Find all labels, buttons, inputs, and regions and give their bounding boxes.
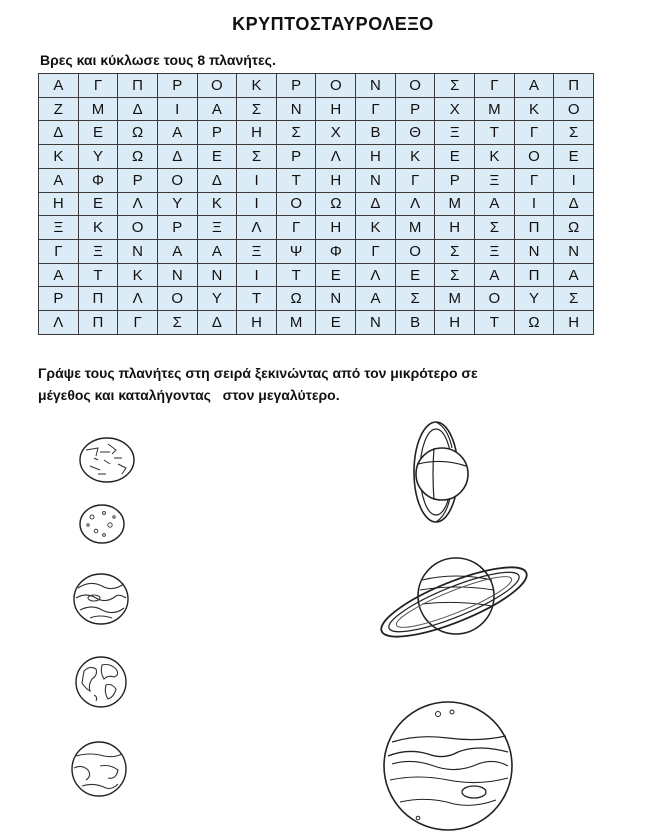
grid-row (39, 263, 594, 287)
grid-cell[interactable]: Ρ (157, 216, 197, 240)
grid-cell[interactable]: Α (475, 263, 515, 287)
grid-cell[interactable]: Β (395, 311, 435, 335)
grid-row (39, 192, 594, 216)
grid-cell[interactable]: Θ (395, 121, 435, 145)
grid-cell[interactable]: Η (316, 168, 356, 192)
grid-cell[interactable]: Π (514, 216, 554, 240)
grid-cell[interactable]: Δ (39, 121, 79, 145)
grid-cell[interactable]: Ε (554, 145, 594, 169)
grid-cell[interactable]: Γ (118, 311, 158, 335)
grid-cell[interactable]: Η (554, 311, 594, 335)
grid-cell[interactable]: Ο (157, 168, 197, 192)
mercury-icon (78, 436, 136, 484)
grid-cell[interactable]: Μ (395, 216, 435, 240)
grid-cell[interactable]: Μ (276, 311, 316, 335)
grid-cell[interactable]: Α (157, 240, 197, 264)
grid-cell[interactable]: Γ (39, 240, 79, 264)
grid-cell[interactable]: Ρ (276, 74, 316, 98)
grid-cell[interactable]: Τ (78, 263, 118, 287)
uranus-icon (396, 418, 478, 526)
grid-cell[interactable]: Ο (316, 74, 356, 98)
grid-cell[interactable]: Ι (237, 192, 277, 216)
grid-cell[interactable]: Ρ (197, 121, 237, 145)
grid-cell[interactable]: Ψ (276, 240, 316, 264)
grid-cell[interactable]: Μ (78, 97, 118, 121)
grid-cell[interactable]: Ε (316, 311, 356, 335)
grid-cell[interactable]: Ε (78, 121, 118, 145)
grid-cell[interactable]: Δ (554, 192, 594, 216)
grid-cell[interactable]: Μ (435, 287, 475, 311)
grid-cell[interactable]: Κ (78, 216, 118, 240)
grid-row (39, 168, 594, 192)
grid-cell[interactable]: Κ (356, 216, 396, 240)
grid-cell[interactable]: Σ (435, 74, 475, 98)
grid-cell[interactable]: Ι (554, 168, 594, 192)
grid-cell[interactable]: Ο (118, 216, 158, 240)
grid-cell[interactable]: Σ (237, 97, 277, 121)
grid-cell[interactable]: Δ (157, 145, 197, 169)
grid-cell[interactable]: Η (237, 121, 277, 145)
grid-cell[interactable]: Ν (356, 168, 396, 192)
grid-cell[interactable]: Χ (316, 121, 356, 145)
grid-cell[interactable]: Σ (554, 287, 594, 311)
grid-cell[interactable]: Ο (157, 287, 197, 311)
grid-cell[interactable]: Ε (78, 192, 118, 216)
grid-cell[interactable]: Ρ (39, 287, 79, 311)
grid-cell[interactable]: Κ (39, 145, 79, 169)
grid-cell[interactable]: Υ (197, 287, 237, 311)
grid-cell[interactable]: Κ (197, 192, 237, 216)
grid-cell[interactable]: Α (514, 74, 554, 98)
grid-cell[interactable]: Ε (316, 263, 356, 287)
instruction-order-line-2: μέγεθος και καταλήγοντας στον μεγαλύτερο. (38, 387, 340, 403)
grid-cell[interactable]: Α (356, 287, 396, 311)
grid-cell[interactable]: Ε (197, 145, 237, 169)
grid-cell[interactable]: Ι (157, 97, 197, 121)
neptune-icon (72, 572, 130, 626)
grid-cell[interactable]: Λ (395, 192, 435, 216)
grid-cell[interactable]: Ν (118, 240, 158, 264)
saturn-icon (372, 544, 532, 652)
grid-row (39, 287, 594, 311)
word-search-grid (38, 73, 594, 335)
grid-cell[interactable]: Λ (118, 287, 158, 311)
grid-cell[interactable]: Λ (118, 192, 158, 216)
grid-row (39, 145, 594, 169)
mars-icon (70, 740, 128, 798)
grid-cell[interactable]: Σ (395, 287, 435, 311)
instruction-order-line-1: Γράψε τους πλανήτες στη σειρά ξεκινώντας από τον μικρότερο σε (38, 365, 478, 381)
grid-cell[interactable]: Η (39, 192, 79, 216)
grid-cell[interactable]: Σ (435, 263, 475, 287)
grid-cell[interactable]: Κ (514, 97, 554, 121)
grid-cell[interactable]: Α (39, 74, 79, 98)
grid-cell[interactable]: Χ (435, 97, 475, 121)
jupiter-icon (378, 694, 518, 834)
grid-cell[interactable]: Π (78, 287, 118, 311)
grid-cell[interactable]: Δ (197, 168, 237, 192)
grid-cell[interactable]: Ρ (395, 97, 435, 121)
grid-cell[interactable]: Τ (276, 168, 316, 192)
grid-cell[interactable]: Φ (316, 240, 356, 264)
grid-cell[interactable]: Γ (475, 74, 515, 98)
grid-cell[interactable]: Σ (276, 121, 316, 145)
grid-cell[interactable]: Η (435, 216, 475, 240)
grid-cell[interactable]: Η (316, 97, 356, 121)
grid-cell[interactable]: Σ (157, 311, 197, 335)
grid-cell[interactable]: Β (356, 121, 396, 145)
grid-cell[interactable]: Α (197, 240, 237, 264)
grid-cell[interactable]: Ν (157, 263, 197, 287)
grid-cell[interactable]: Σ (237, 145, 277, 169)
grid-cell[interactable]: Γ (276, 216, 316, 240)
grid-cell[interactable]: Σ (435, 240, 475, 264)
grid-cell[interactable]: Γ (356, 240, 396, 264)
grid-cell[interactable]: Λ (39, 311, 79, 335)
page-title: ΚΡΥΠΤΟΣΤΑΥΡΟΛΕΞΟ (232, 14, 434, 34)
instruction-find: Βρες και κύκλωσε τους 8 πλανήτες. (40, 52, 276, 68)
grid-cell[interactable]: Π (554, 74, 594, 98)
grid-cell[interactable]: Κ (237, 74, 277, 98)
grid-cell[interactable]: Δ (197, 311, 237, 335)
grid-cell[interactable]: Ρ (276, 145, 316, 169)
grid-cell[interactable]: Α (39, 263, 79, 287)
grid-row (39, 240, 594, 264)
grid-cell[interactable]: Φ (78, 168, 118, 192)
grid-cell[interactable]: Ω (316, 192, 356, 216)
grid-cell[interactable]: Ο (395, 74, 435, 98)
grid-cell[interactable]: Λ (356, 263, 396, 287)
grid-cell[interactable]: Γ (514, 121, 554, 145)
grid-row (39, 97, 594, 121)
grid-cell[interactable]: Ξ (475, 168, 515, 192)
grid-cell[interactable]: Ο (395, 240, 435, 264)
grid-cell[interactable]: Α (39, 168, 79, 192)
grid-cell[interactable]: Ω (554, 216, 594, 240)
grid-row (39, 121, 594, 145)
grid-cell[interactable]: Υ (157, 192, 197, 216)
grid-cell[interactable]: Η (435, 311, 475, 335)
grid-cell[interactable]: Ν (276, 97, 316, 121)
grid-cell[interactable]: Γ (78, 74, 118, 98)
grid-cell[interactable]: Τ (276, 263, 316, 287)
venus-icon (78, 503, 126, 545)
grid-cell[interactable]: Τ (475, 311, 515, 335)
grid-cell[interactable]: Ξ (197, 216, 237, 240)
grid-cell[interactable]: Ν (356, 311, 396, 335)
grid-cell[interactable]: Ω (276, 287, 316, 311)
grid-cell[interactable]: Γ (356, 97, 396, 121)
grid-cell[interactable]: Κ (118, 263, 158, 287)
grid-cell[interactable]: Λ (237, 216, 277, 240)
grid-cell[interactable]: Ν (356, 74, 396, 98)
grid-cell[interactable]: Ν (514, 240, 554, 264)
grid-cell[interactable]: Σ (475, 216, 515, 240)
grid-cell[interactable]: Ξ (39, 216, 79, 240)
grid-cell[interactable]: Γ (514, 168, 554, 192)
grid-cell[interactable]: Μ (475, 97, 515, 121)
grid-cell[interactable]: Ω (118, 121, 158, 145)
grid-cell[interactable]: Ξ (237, 240, 277, 264)
grid-cell[interactable]: Δ (118, 97, 158, 121)
grid-cell[interactable]: Ζ (39, 97, 79, 121)
grid-cell[interactable]: Ε (435, 145, 475, 169)
grid-cell[interactable]: Η (237, 311, 277, 335)
grid-cell[interactable]: Ρ (157, 74, 197, 98)
grid-cell[interactable]: Δ (356, 192, 396, 216)
grid-cell[interactable]: Μ (435, 192, 475, 216)
earth-icon (74, 655, 128, 709)
grid-cell[interactable]: Α (157, 121, 197, 145)
grid-cell[interactable]: Ξ (78, 240, 118, 264)
grid-row (39, 74, 594, 98)
grid-cell[interactable]: Ο (197, 74, 237, 98)
grid-cell[interactable]: Υ (78, 145, 118, 169)
grid-cell[interactable]: Π (514, 263, 554, 287)
grid-cell[interactable]: Σ (554, 121, 594, 145)
grid-cell[interactable]: Κ (395, 145, 435, 169)
grid-cell[interactable]: Ν (554, 240, 594, 264)
grid-cell[interactable]: Α (554, 263, 594, 287)
grid-cell[interactable]: Π (78, 311, 118, 335)
grid-cell[interactable]: Η (356, 145, 396, 169)
grid-cell[interactable]: Η (316, 216, 356, 240)
grid-cell[interactable]: Υ (514, 287, 554, 311)
grid-cell[interactable]: Λ (316, 145, 356, 169)
grid-cell[interactable]: Ω (514, 311, 554, 335)
grid-row (39, 311, 594, 335)
grid-cell[interactable]: Α (197, 97, 237, 121)
grid-cell[interactable]: Ι (237, 263, 277, 287)
grid-cell[interactable]: Τ (475, 121, 515, 145)
grid-cell[interactable]: Ο (514, 145, 554, 169)
grid-row (39, 216, 594, 240)
grid-cell[interactable]: Ν (316, 287, 356, 311)
grid-cell[interactable]: Ρ (435, 168, 475, 192)
instruction-order (38, 362, 638, 406)
grid-cell[interactable]: Ε (395, 263, 435, 287)
grid-cell[interactable]: Ξ (475, 240, 515, 264)
grid-cell[interactable]: Ρ (118, 168, 158, 192)
grid-cell[interactable]: Τ (237, 287, 277, 311)
grid-cell[interactable]: Α (475, 192, 515, 216)
grid-cell[interactable]: Ο (554, 97, 594, 121)
grid-cell[interactable]: Ω (118, 145, 158, 169)
grid-cell[interactable]: Ο (475, 287, 515, 311)
grid-cell[interactable]: Ο (276, 192, 316, 216)
grid-cell[interactable]: Ι (514, 192, 554, 216)
grid-cell[interactable]: Ξ (435, 121, 475, 145)
grid-cell[interactable]: Ι (237, 168, 277, 192)
grid-cell[interactable]: Ν (197, 263, 237, 287)
grid-cell[interactable]: Κ (475, 145, 515, 169)
grid-cell[interactable]: Π (118, 74, 158, 98)
grid-cell[interactable]: Γ (395, 168, 435, 192)
